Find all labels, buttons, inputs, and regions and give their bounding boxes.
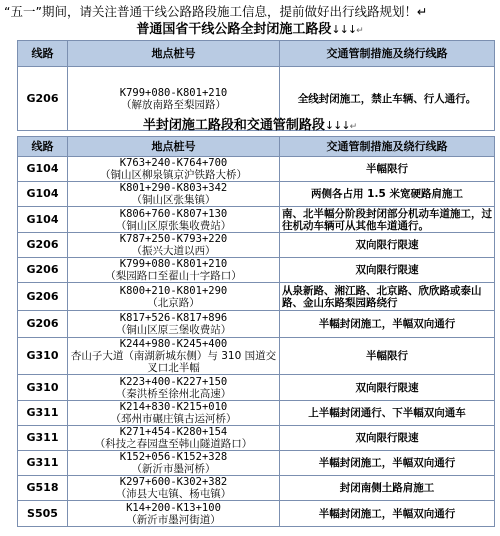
- table-row: [18, 501, 495, 527]
- route-cell: G104: [18, 157, 68, 182]
- section2-mark: ↵: [349, 122, 358, 132]
- stake-number: K806+760-K807+130: [119, 207, 228, 220]
- stake-number: K223+400-K227+150: [119, 375, 228, 388]
- section1-title: 普通国省干线公路全封闭施工路段: [136, 22, 332, 37]
- table-row: [18, 283, 495, 311]
- stake-place: （铜山区张集镇）: [131, 194, 216, 206]
- location-cell: [68, 258, 280, 283]
- stake-number: K763+240-K764+700: [119, 157, 228, 169]
- table-row: [18, 182, 495, 207]
- table-row: [18, 233, 495, 258]
- stake-place: （解放南路至梨园路）: [121, 98, 226, 111]
- location-cell: [68, 207, 280, 233]
- stake-number: K817+526-K817+896: [119, 312, 228, 324]
- route-cell: G104: [18, 207, 68, 233]
- measure-cell: 双向限行限速: [280, 258, 495, 283]
- half-closure-table: [17, 136, 495, 527]
- stake-place: （科技之春园盘至韩山隧道路口）: [94, 438, 253, 450]
- stake-number: K14+200-K13+100: [126, 501, 221, 514]
- stake-number: K244+980-K245+400: [119, 338, 228, 350]
- location-cell: [68, 501, 280, 527]
- stake-number: K801+290-K803+342: [119, 182, 228, 194]
- route-cell: G310: [18, 338, 68, 375]
- location-cell: [68, 283, 280, 311]
- table-row: [18, 375, 495, 401]
- location-cell: [68, 233, 280, 258]
- location-cell: [68, 375, 280, 401]
- measure-cell: 两侧各占用 1.5 米宽硬路肩施工: [280, 182, 495, 207]
- route-cell: G311: [18, 401, 68, 426]
- stake-number: K214+830-K215+010: [119, 401, 228, 413]
- stake-place: 杏山子大道（南湖新城东侧）与 310 国道交叉口北半幅: [70, 350, 277, 374]
- route-cell: G311: [18, 426, 68, 451]
- table-row: [18, 157, 495, 182]
- header-measure: 交通管制措施及绕行线路: [280, 137, 495, 157]
- route-cell: G206: [18, 258, 68, 283]
- location-cell: [68, 451, 280, 476]
- header-location: 地点桩号: [68, 137, 280, 157]
- measure-cell: 半幅封闭施工，半幅双向通行: [280, 451, 495, 476]
- measure-cell: 全线封闭施工，禁止车辆、行人通行。: [280, 67, 495, 131]
- table-row: [18, 476, 495, 501]
- route-cell: S505: [18, 501, 68, 527]
- location-cell: [68, 311, 280, 338]
- measure-cell: 双向限行限速: [280, 426, 495, 451]
- stake-number: K271+454-K280+154: [119, 426, 228, 438]
- measure-cell: 半幅限行: [280, 338, 495, 375]
- stake-place: （铜山区柳泉镇京沪铁路大桥）: [100, 169, 247, 181]
- table-row: [18, 207, 495, 233]
- measure-cell: 上半幅封闭通行、下半幅双向通车: [280, 401, 495, 426]
- table-row: [18, 258, 495, 283]
- header-measure: 交通管制措施及绕行线路: [280, 41, 495, 67]
- stake-number: K152+056-K152+328: [119, 451, 228, 463]
- measure-cell: 双向限行限速: [280, 233, 495, 258]
- route-cell: G206: [18, 67, 68, 131]
- route-cell: G518: [18, 476, 68, 501]
- section1-arrows: ↓↓↓: [331, 23, 357, 36]
- location-cell: [68, 157, 280, 182]
- stake-place: （新沂市墨河街道）: [126, 513, 221, 526]
- stake-place: （铜山区原三堡收费站）: [115, 324, 232, 336]
- route-cell: G206: [18, 283, 68, 311]
- table-header-row: [18, 41, 495, 67]
- stake-place: （新沂市墨河桥）: [131, 463, 216, 475]
- stake-place: （梨园路口至翟山十字路口）: [105, 270, 242, 282]
- stake-place: （秦洪桥至徐州北高速）: [115, 387, 232, 400]
- section2-title-line: [0, 118, 500, 135]
- measure-cell: 半幅限行: [280, 157, 495, 182]
- route-cell: G206: [18, 233, 68, 258]
- measure-cell: 封闭南侧土路肩施工: [280, 476, 495, 501]
- location-cell: [68, 401, 280, 426]
- route-cell: G311: [18, 451, 68, 476]
- stake-place: （铜山区原张集收费站）: [115, 219, 232, 232]
- section1-title-line: [0, 22, 500, 39]
- route-cell: G206: [18, 311, 68, 338]
- measure-cell: 双向限行限速: [280, 375, 495, 401]
- header-route: 线路: [18, 137, 68, 157]
- section1-mark: ↵: [356, 26, 364, 36]
- stake-place: （邳州市碾庄镇古运河桥）: [110, 413, 237, 425]
- stake-number: K787+250-K793+220: [119, 233, 228, 245]
- stake-place: （北京路）: [147, 296, 200, 309]
- stake-number: K799+080-K801+210: [119, 86, 228, 99]
- table-row: [18, 401, 495, 426]
- location-cell: [68, 476, 280, 501]
- stake-place: （沛县大屯镇、杨屯镇）: [115, 488, 232, 500]
- measure-cell: 半幅封闭施工，半幅双向通行: [280, 311, 495, 338]
- intro-notice: “五一”期间，请关注普通干线公路路段施工信息，提前做好出行线路规划！↵: [4, 4, 428, 19]
- measure-cell: 从泉新路、湘江路、北京路、欣欣路或泰山路、金山东路梨园路绕行: [280, 283, 495, 311]
- stake-place: （振兴大道以西）: [131, 245, 216, 257]
- location-cell: [68, 338, 280, 375]
- table-row: [18, 338, 495, 375]
- location-cell: [68, 182, 280, 207]
- route-cell: G310: [18, 375, 68, 401]
- section2-title: 半封闭施工路段和交通管制路段: [142, 118, 325, 133]
- measure-cell: 半幅封闭施工，半幅双向通行: [280, 501, 495, 527]
- section2-arrows: ↓↓↓: [324, 119, 350, 132]
- stake-number: K799+080-K801+210: [119, 258, 228, 270]
- location-cell: [68, 426, 280, 451]
- table-row: [18, 311, 495, 338]
- stake-number: K297+600-K302+382: [119, 476, 228, 488]
- stake-number: K800+210-K801+290: [119, 284, 228, 297]
- measure-cell: 南、北半幅分阶段封闭部分机动车道施工，过往机动车辆可从其他车道通行。: [280, 207, 495, 233]
- header-route: 线路: [18, 41, 68, 67]
- route-cell: G104: [18, 182, 68, 207]
- header-location: 地点桩号: [68, 41, 280, 67]
- table-row: [18, 426, 495, 451]
- table-row: [18, 451, 495, 476]
- table-header-row: [18, 137, 495, 157]
